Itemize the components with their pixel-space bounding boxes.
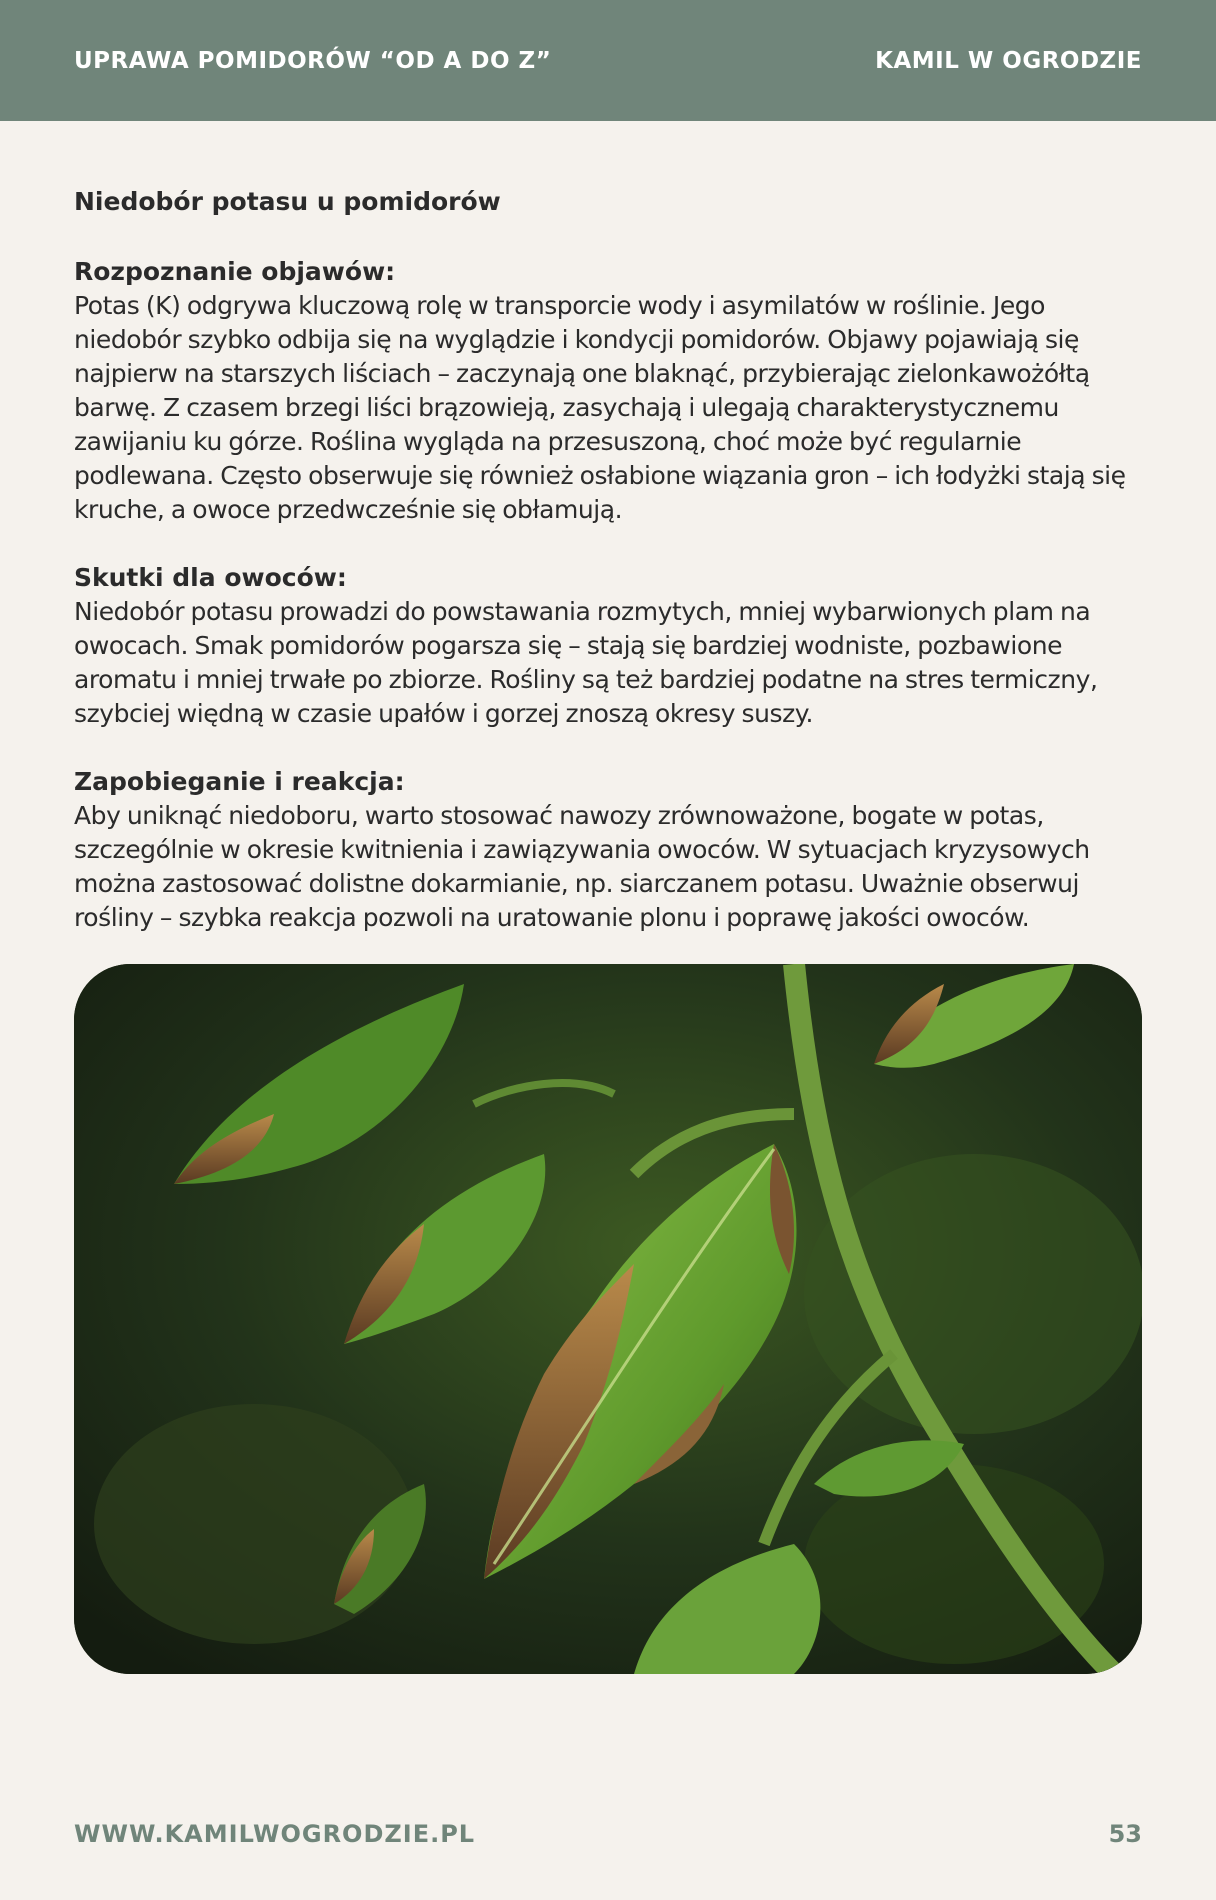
- page-number: 53: [1108, 1820, 1142, 1848]
- author-brand: KAMIL W OGRODZIE: [875, 47, 1142, 74]
- section-heading-fruit-effects: Skutki dla owoców:: [74, 563, 347, 592]
- article-content: [74, 182, 1144, 969]
- page-header: [0, 0, 1216, 121]
- section-heading-symptoms: Rozpoznanie objawów:: [74, 257, 396, 286]
- section-text-fruit-effects: Niedobór potasu prowadzi do powstawania rozmytych, mniej wybarwionych plam na owocach. Smak pomidorów pogarsza się – stają się bardziej wodniste, pozbawione aromatu i mniej trwałe po zbiorze. Rośliny są też bardziej podatne na stres termiczny, szybciej więdną w czasie upałów i gorzej znoszą okresy suszy.: [74, 597, 1098, 728]
- article-title: Niedobór potasu u pomidorów: [74, 187, 501, 216]
- section-heading-prevention: Zapobieganie i reakcja:: [74, 767, 405, 796]
- section-text-symptoms: Potas (K) odgrywa kluczową rolę w transporcie wody i asymilatów w roślinie. Jego niedobór szybko odbija się na wyglądzie i kondycji pomidorów. Objawy pojawiają się najpierw na starszych liściach – zaczynają one blaknąć, przybierając zielonkawożółtą barwę. Z czasem brzegi liści brązowieją, zasychają i ulegają charakterystycznemu zawijaniu ku górze. Roślina wygląda na przesuszoną, choć może być regularnie podlewana. Często obserwuje się również osłabione wiązania gron – ich łodyżki stają się kruche, a owoce przedwcześnie się obłamują.: [74, 291, 1126, 524]
- section-text-prevention: Aby uniknąć niedoboru, warto stosować nawozy zrównoważone, bogate w potas, szczególnie w okresie kwitnienia i zawiązywania owoców. W sytuacjach kryzysowych można zastosować dolistne dokarmianie, np. siarczanem potasu. Uważnie obserwuj rośliny – szybka reakcja pozwoli na uratowanie plonu i poprawę jakości owoców.: [74, 801, 1090, 932]
- footer-website-url: WWW.KAMILWOGRODZIE.PL: [74, 1820, 476, 1848]
- book-title: UPRAWA POMIDORÓW “OD A DO Z”: [74, 47, 552, 74]
- tomato-leaf-photo: [74, 964, 1142, 1674]
